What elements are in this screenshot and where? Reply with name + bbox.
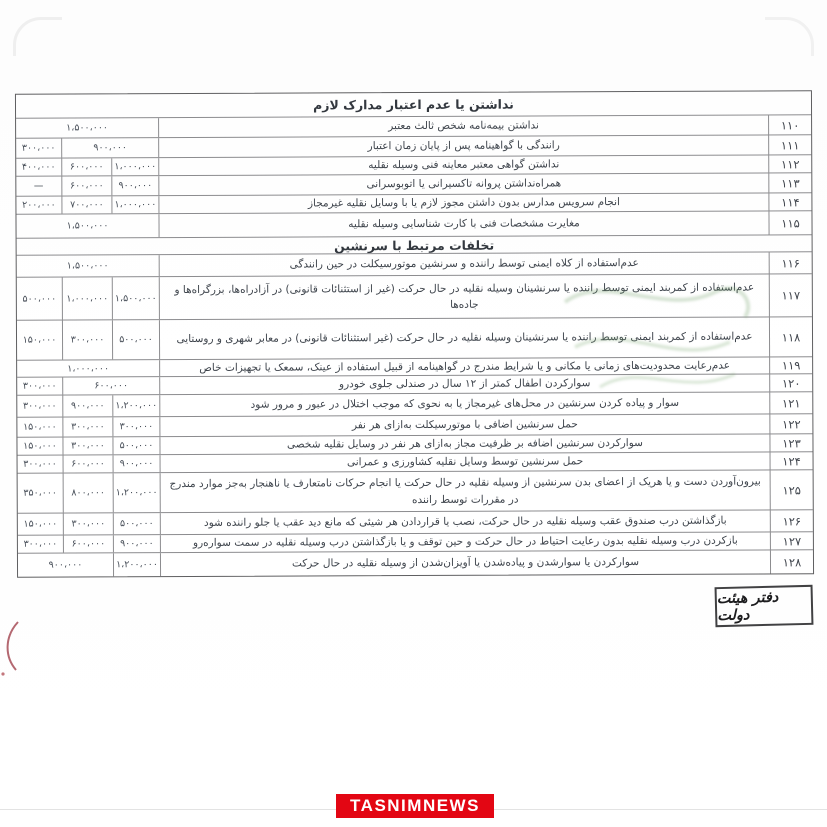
fine-cell: ۱۵۰،۰۰۰ bbox=[17, 321, 63, 360]
row-number: ۱۱۱ bbox=[780, 137, 800, 152]
table-row-118 bbox=[17, 317, 812, 360]
violation-desc: عدم‌استفاده از کمربند ایمنی توسط راننده یا سرنشینان وسیله نقلیه در حال حرکت (غیر استثنائات قانونی) در معابر شهری و روستایی bbox=[160, 317, 770, 359]
fine-cell: ۳۰۰،۰۰۰ bbox=[16, 139, 62, 158]
fine-cell: ۶۰۰،۰۰۰ bbox=[64, 535, 114, 552]
table-row-115 bbox=[16, 211, 811, 238]
violation-desc: سوارکردن یا سوارشدن و پیاده‌شدن یا آویزان‌شدن از وسیله نقلیه در حال حرکت bbox=[161, 550, 771, 576]
fine-cell: ۳۰۰،۰۰۰ bbox=[17, 378, 63, 395]
fine-cell: ۵۰۰،۰۰۰ bbox=[17, 278, 63, 320]
row-number: ۱۲۸ bbox=[782, 554, 802, 569]
fine-cell: ۱،۵۰۰،۰۰۰ bbox=[16, 118, 159, 138]
fine-cell: ۱،۵۰۰،۰۰۰ bbox=[17, 255, 160, 277]
fine-cell: ۲۰۰،۰۰۰ bbox=[16, 197, 62, 214]
fine-cell: ۹۰۰،۰۰۰ bbox=[114, 455, 161, 472]
violation-desc: سوار و پیاده کردن سرنشین در محل‌های غیرمجاز یا به نحوی که موجب اختلال در عبور و مرور شود bbox=[160, 392, 770, 416]
violation-desc: عدم‌رعایت محدودیت‌های زمانی یا مکانی و یا شرایط مندرج در گواهینامه از قبیل استفاده از عینک، سمعک یا تجهیزات خاص bbox=[160, 357, 770, 376]
fine-cell: ۱،۲۰۰،۰۰۰ bbox=[114, 553, 161, 576]
fine-cell: ۶۰۰،۰۰۰ bbox=[64, 455, 114, 472]
section-title: نداشتن یا عدم اعتبار مدارک لازم bbox=[313, 96, 514, 113]
fine-cell: ۱،۰۰۰،۰۰۰ bbox=[17, 360, 160, 377]
row-number: ۱۱۵ bbox=[781, 215, 800, 230]
row-number: ۱۱۷ bbox=[781, 288, 801, 303]
violation-desc: حمل سرنشین اضافی با موتورسیکلت به‌ازای هر نفر bbox=[160, 414, 770, 436]
fine-cell: ۹۰۰،۰۰۰ bbox=[63, 395, 113, 416]
fine-cell: ۵۰۰،۰۰۰ bbox=[114, 513, 161, 534]
row-number: ۱۲۶ bbox=[782, 513, 802, 528]
fine-cell: ۳۰۰،۰۰۰ bbox=[63, 320, 113, 359]
violation-desc: بیرون‌آوردن دست و یا هریک از اعضای بدن سرنشین از وسیله نقلیه در حال حرکت یا انجام حرکات نامتعارف یا ناهنجار به‌جز موارد مندرج در مقررات توسط راننده bbox=[161, 470, 771, 512]
fine-cell: ۳۰۰،۰۰۰ bbox=[64, 513, 114, 534]
row-number: ۱۲۵ bbox=[782, 482, 801, 497]
fine-cell: ۳۰۰،۰۰۰ bbox=[17, 396, 63, 417]
government-office-stamp bbox=[715, 585, 814, 627]
tasnimnews-logo bbox=[336, 794, 494, 818]
row-number: ۱۲۱ bbox=[782, 395, 801, 410]
row-number: ۱۲۴ bbox=[782, 453, 801, 468]
fine-cell: ۳۰۰،۰۰۰ bbox=[113, 417, 160, 436]
fine-cell: ۳۰۰،۰۰۰ bbox=[18, 536, 64, 553]
violation-desc: سوارکردن اطفال کمتر از ۱۲ سال در صندلی جلوی خودرو bbox=[160, 374, 770, 394]
violation-desc: بازگذاشتن درب صندوق عقب وسیله نقلیه در حال حرکت، نصب یا قراردادن هر شیئی که مانع دید عقب یا جلو راننده شود bbox=[161, 510, 771, 534]
fine-cell: ۱،۲۰۰،۰۰۰ bbox=[113, 395, 160, 416]
row-number: ۱۲۷ bbox=[782, 533, 802, 548]
fine-cell: ۹۰۰،۰۰۰ bbox=[18, 553, 114, 576]
fine-cell: ۷۰۰،۰۰۰ bbox=[62, 196, 112, 213]
fine-cell: ۳۰۰،۰۰۰ bbox=[18, 456, 64, 473]
fine-cell: ۱،۰۰۰،۰۰۰ bbox=[112, 196, 159, 213]
row-number: ۱۱۸ bbox=[781, 329, 801, 344]
fine-cell: ۱،۰۰۰،۰۰۰ bbox=[63, 277, 113, 319]
fine-cell: ۹۰۰،۰۰۰ bbox=[114, 535, 161, 552]
row-number: ۱۲۳ bbox=[782, 435, 801, 450]
section-header-documents bbox=[16, 91, 811, 118]
fine-cell: ۶۰۰،۰۰۰ bbox=[63, 377, 160, 394]
violation-desc: حمل سرنشین توسط وسایل نقلیه کشاورزی و عمرانی bbox=[161, 452, 771, 472]
fine-cell: ۵۰۰،۰۰۰ bbox=[113, 437, 160, 454]
violation-desc: انجام سرویس مدارس بدون داشتن مجوز لازم یا با وسایل نقلیه غیرمجاز bbox=[159, 193, 769, 213]
row-number: ۱۲۲ bbox=[782, 416, 801, 431]
fine-cell: ۱،۵۰۰،۰۰۰ bbox=[113, 277, 160, 319]
fine-cell: ۱،۲۰۰،۰۰۰ bbox=[114, 473, 161, 512]
row-number: ۱۱۰ bbox=[780, 117, 800, 132]
row-number: ۱۲۰ bbox=[781, 375, 801, 390]
row-number: ۱۱۴ bbox=[781, 194, 800, 209]
fine-cell: ۹۰۰،۰۰۰ bbox=[62, 138, 159, 157]
violation-desc: عدم‌استفاده از کمربند ایمنی توسط راننده یا سرنشینان وسیله نقلیه در حال حرکت (غیر از استثنائات قانونی) در آزادراه‌ها، بزرگراه‌ها و جاده‌ها bbox=[160, 274, 770, 319]
table-row-117 bbox=[17, 274, 812, 320]
fine-cell: ۸۰۰،۰۰۰ bbox=[64, 473, 114, 512]
fine-cell: ۶۰۰،۰۰۰ bbox=[62, 176, 112, 195]
fine-cell: — bbox=[16, 177, 62, 196]
section-title: تخلفات مرتبط با سرنشین bbox=[334, 237, 495, 253]
fine-cell: ۳۰۰،۰۰۰ bbox=[63, 417, 113, 436]
violation-desc: بازکردن درب وسیله نقلیه بدون رعایت احتیاط در حال حرکت و حین توقف و یا بازگذاشتن درب وسیله نقلیه در سمت سواره‌رو bbox=[161, 532, 771, 552]
row-number: ۱۱۲ bbox=[780, 156, 800, 171]
stamp-label: دفتر هیئت دولت bbox=[716, 588, 779, 625]
fines-table bbox=[15, 90, 814, 577]
fine-cell: ۱۵۰،۰۰۰ bbox=[17, 438, 63, 455]
tasnimnews-logo-text: TASNIMNEWS bbox=[350, 796, 480, 815]
fine-cell: ۹۰۰،۰۰۰ bbox=[112, 176, 159, 195]
row-number: ۱۱۶ bbox=[781, 255, 800, 270]
row-number: ۱۱۳ bbox=[781, 175, 800, 190]
fine-cell: ۵۰۰،۰۰۰ bbox=[113, 320, 160, 359]
fine-cell: ۱،۰۰۰،۰۰۰ bbox=[112, 158, 159, 175]
fine-cell: ۳۰۰،۰۰۰ bbox=[63, 437, 113, 454]
fine-cell: ۴۰۰،۰۰۰ bbox=[16, 159, 62, 176]
fine-cell: ۱،۵۰۰،۰۰۰ bbox=[16, 214, 159, 238]
violation-desc: نداشتن بیمه‌نامه شخص ثالث معتبر bbox=[159, 115, 769, 137]
fine-cell: ۳۵۰،۰۰۰ bbox=[18, 474, 64, 513]
violation-desc: عدم‌استفاده از کلاه ایمنی توسط راننده و سرنشین موتورسیکلت در حین رانندگی bbox=[160, 252, 770, 276]
violation-desc: نداشتن گواهی معتبر معاینه فنی وسیله نقلیه bbox=[159, 155, 769, 175]
fine-cell: ۱۵۰،۰۰۰ bbox=[17, 418, 63, 437]
violation-desc: رانندگی با گواهینامه پس از پایان زمان اعتبار bbox=[159, 135, 769, 157]
violation-desc: سوارکردن سرنشین اضافه بر ظرفیت مجاز به‌ازای هر نفر در وسایل نقلیه شخصی bbox=[160, 434, 770, 454]
table-row-128 bbox=[18, 550, 813, 576]
table-row-125 bbox=[18, 470, 813, 513]
row-number: ۱۱۹ bbox=[781, 358, 801, 373]
violation-desc: مغایرت مشخصات فنی با کارت شناسایی وسیله نقلیه bbox=[159, 211, 769, 237]
fine-cell: ۱۵۰،۰۰۰ bbox=[18, 514, 64, 535]
fine-cell: ۶۰۰،۰۰۰ bbox=[62, 158, 112, 175]
violation-desc: همراه‌نداشتن پروانه تاکسیرانی یا اتوبوسرانی bbox=[159, 173, 769, 195]
